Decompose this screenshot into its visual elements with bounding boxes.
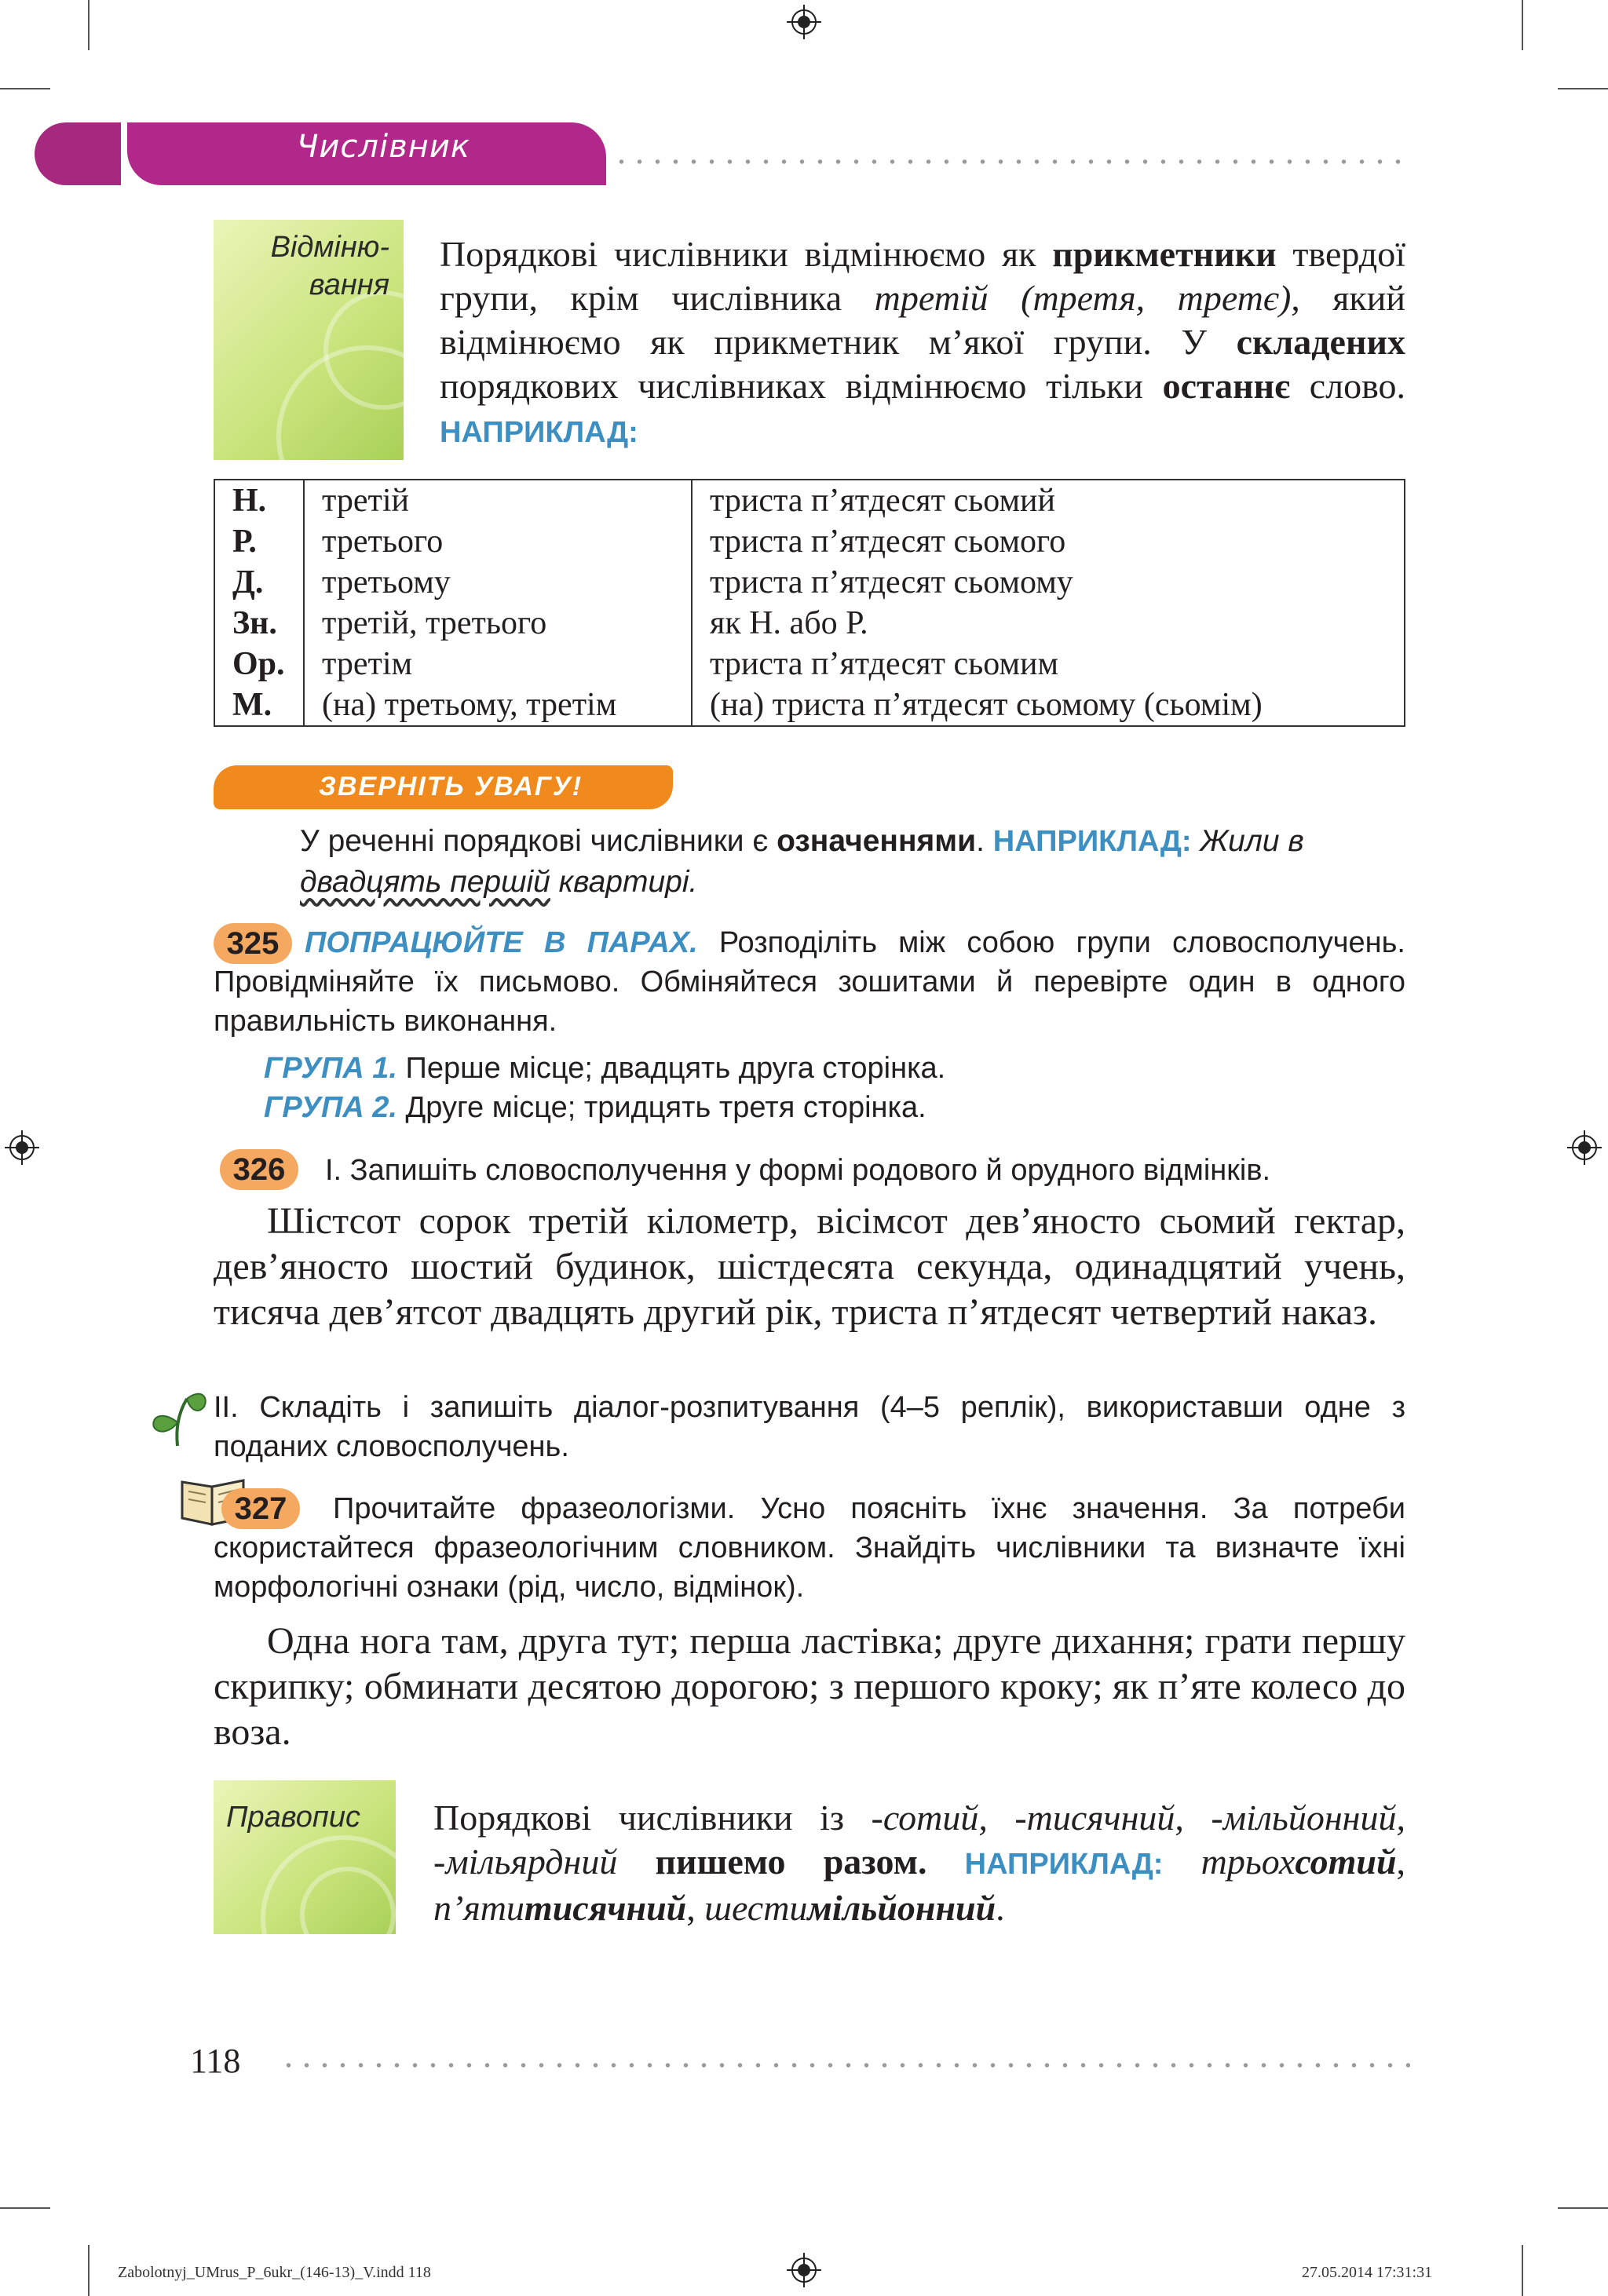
form-third: третім <box>304 644 692 684</box>
case-label: Н. <box>214 480 304 521</box>
task-number-badge: 326 <box>220 1149 298 1190</box>
table-row <box>214 684 1405 726</box>
task-325-text: ПОПРАЦЮЙТЕ В ПАРАХ. Розподіліть між собою групи словосполучень. Провідміняйте їх письмово. Обміняйтеся зошитами й перевірте один в одного правильність виконання. <box>214 926 1405 1038</box>
table-row <box>214 603 1405 644</box>
print-file-info: Zabolotnyj_UMrus_P_6ukr_(146-13)_V.indd 118 <box>118 2264 431 2281</box>
leaf-icon <box>146 1383 212 1449</box>
crop-mark <box>0 2207 50 2209</box>
spelling-rule-text: Порядкові числівники із -сотий, -тисячний, -мільйонний, -мільярдний пишемо разом. НАПРИКЛАД: трьохсотий, п’ятитисячний, шестимільйонний. <box>433 1798 1406 1928</box>
task-326-part-2: ІІ. Складіть і запишіть діалог-розпитування (4–5 реплік), використавши одне з поданих словосполучень. <box>214 1391 1405 1463</box>
crop-mark <box>1522 2245 1523 2296</box>
case-label: Р. <box>214 521 304 562</box>
declension-side-label: Відміню- вання <box>270 231 389 301</box>
page-number: 118 <box>190 2042 241 2080</box>
registration-mark-icon <box>787 2253 821 2287</box>
spelling-side-label: Правопис <box>226 1801 360 1834</box>
form-third: (на) третьому, третім <box>304 684 692 726</box>
registration-mark-icon <box>787 5 821 39</box>
attention-text: У реченні порядкові числівники є означеннями. НАПРИКЛАД: Жили в двадцять першій квартирі. <box>300 824 1304 899</box>
crop-mark <box>1558 2207 1608 2209</box>
declension-table <box>214 479 1405 727</box>
table-row <box>214 480 1405 521</box>
header-dotted-rule <box>612 159 1410 164</box>
form-third: третій <box>304 480 692 521</box>
task-327-body: Одна нога там, друга тут; перша ластівка; друге дихання; грати першу скрипку; обминати десятою дорогою; з першого кроку; як п’яте колесо до воза. <box>214 1620 1405 1753</box>
form-357th: триста п’ятдесят сьомий <box>692 480 1405 521</box>
task-326-part-1: І. Запишіть словосполучення у формі родового й орудного відмінків. <box>325 1154 1271 1187</box>
registration-mark-icon <box>5 1130 39 1165</box>
footer-dotted-rule <box>280 2063 1410 2068</box>
case-label: Зн. <box>214 603 304 644</box>
chapter-title: Числівник <box>297 129 470 165</box>
crop-mark <box>88 0 90 50</box>
print-date: 27.05.2014 17:31:31 <box>1302 2264 1433 2281</box>
case-label: Д. <box>214 562 304 603</box>
example-label: НАПРИКЛАД: <box>440 416 638 449</box>
task-number-badge: 327 <box>221 1488 300 1529</box>
crop-mark <box>88 2245 90 2296</box>
form-third: третього <box>304 521 692 562</box>
table-row <box>214 562 1405 603</box>
crop-mark <box>1558 88 1608 89</box>
form-357th: (на) триста п’ятдесят сьомому (сьомім) <box>692 684 1405 726</box>
crop-mark <box>1522 0 1523 50</box>
attention-title: ЗВЕРНІТЬ УВАГУ! <box>319 772 583 801</box>
crop-mark <box>0 88 50 89</box>
form-357th: як Н. або Р. <box>692 603 1405 644</box>
task-number-badge: 325 <box>214 923 292 964</box>
form-357th: триста п’ятдесят сьомим <box>692 644 1405 684</box>
table-row <box>214 644 1405 684</box>
table-row <box>214 521 1405 562</box>
registration-mark-icon <box>1567 1130 1602 1165</box>
task-327-text: Прочитайте фразеологізми. Усно поясніть їхнє значення. За потреби скористайтеся фразеологічним словником. Знайдіть числівники та визначте їхні морфологічні ознаки (рід, число, відмінок). <box>214 1492 1405 1604</box>
form-357th: триста п’ятдесят сьомого <box>692 521 1405 562</box>
underlined-example: двадцять першій <box>300 865 550 899</box>
form-third: третьому <box>304 562 692 603</box>
task-325-group-1: ГРУПА 1. Перше місце; двадцять друга сторінка. <box>264 1052 946 1085</box>
case-label: М. <box>214 684 304 726</box>
form-357th: триста п’ятдесят сьомому <box>692 562 1405 603</box>
form-third: третій, третього <box>304 603 692 644</box>
declension-rule-text: Порядкові числівники відмінюємо як прикметники твердої групи, крім числівника третій (третя, третє), який відмінюємо як прикметник м’якої групи. У складених порядкових числівниках відмінюємо тільки останнє слово. НАПРИКЛАД: <box>440 234 1405 449</box>
task-325-group-2: ГРУПА 2. Друге місце; тридцять третя сторінка. <box>264 1091 926 1124</box>
header-tab <box>35 122 121 185</box>
case-label: Ор. <box>214 644 304 684</box>
task-326-body: Шістсот сорок третій кілометр, вісімсот дев’яносто сьомий гектар, дев’яносто шостий будинок, шістдесята секунда, одинадцятий учень, тисяча дев’ятсот двадцять другий рік, триста п’ятдесят четвертий наказ. <box>214 1200 1405 1333</box>
